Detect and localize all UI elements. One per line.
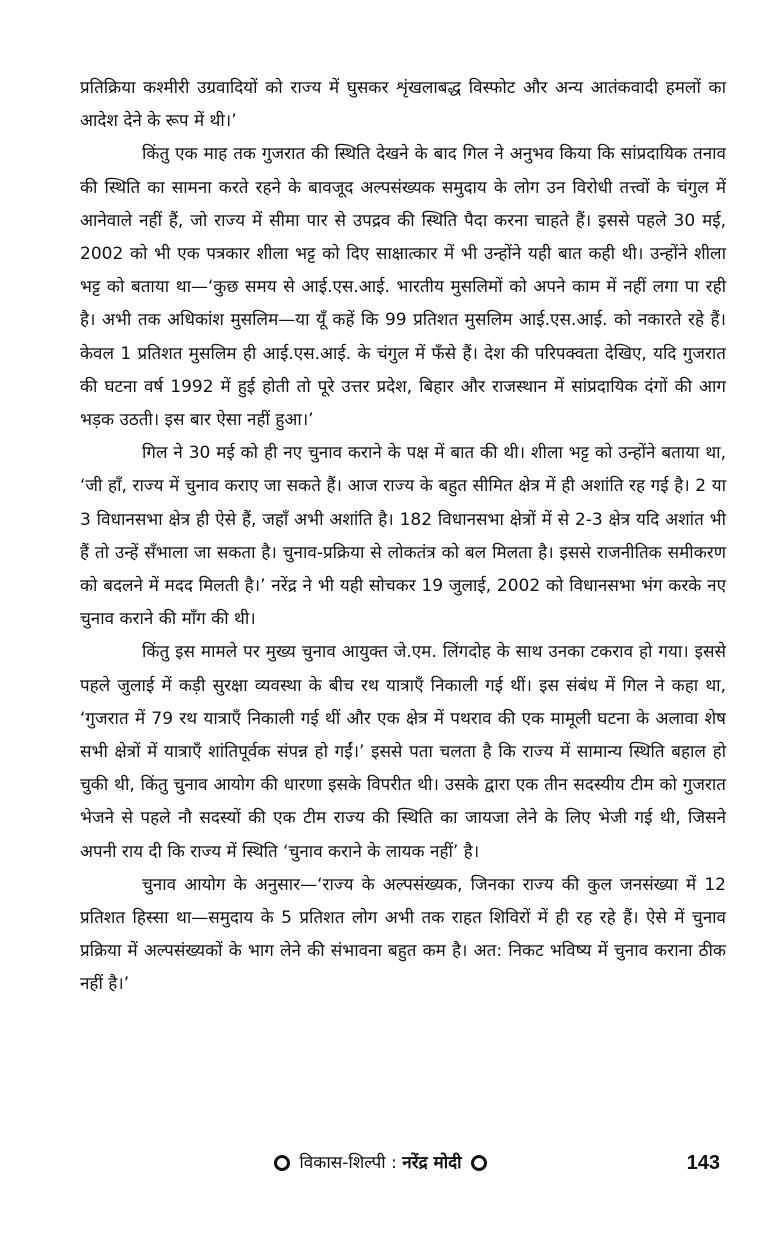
running-footer-title [270,1148,491,1178]
paragraph-gill-elections: गिल ने 30 मई को ही नए चुनाव कराने के पक्ष में बात की थी। शीला भट्ट को उन्होंने बताया था, ‘जी हाँ, राज्य में चुनाव कराए जा सकते हैं। आज राज्य के बहुत सीमित क्षेत्र में ही अशांति रह गई है। 2 या 3 विधानसभा क्षेत्र ही ऐसे हैं, जहाँ अभी अशांति है। 182 विधानसभा क्षेत्रों में से 2-3 क्षेत्र यदि अशांत भी हैं तो उन्हें सँभाला जा सकता है। चुनाव-प्रक्रिया से लोकतंत्र को बल मिलता है। इससे राजनीतिक समीकरण को बदलने में मदद मिलती है।’ नरेंद्र ने भी यही सोचकर 19 जुलाई, 2002 को विधानसभा भंग करके नए चुनाव कराने की माँग की थी। [80,443,726,630]
page-number: 143 [686,1152,720,1174]
paragraph-lyngdoh-conflict: किंतु इस मामले पर मुख्य चुनाव आयुक्त जे.एम. लिंगदोह के साथ उनका टकराव हो गया। इससे पहले जुलाई में कड़ी सुरक्षा व्यवस्था के बीच रथ यात्राएँ निकाली गई थीं। इस संबंध में गिल ने कहा था, ‘गुजरात में 79 रथ यात्राएँ निकाली गई थीं और एक क्षेत्र में पथराव की एक मामूली घटना के अलावा शेष सभी क्षेत्रों में यात्राएँ शांतिपूर्वक संपन्न हो गईं।’ इससे पता चलता है कि राज्य में सामान्य स्थिति बहाल हो चुकी थी, किंतु चुनाव आयोग की धारणा इसके विपरीत थी। उसके द्वारा एक तीन सदस्यीय टीम को गुजरात भेजने से पहले नौ सदस्यों की एक टीम राज्य की स्थिति का जायजा लेने के लिए भेजी गई थी, जिसने अपनी राय दी कि राज्य में स्थिति ‘चुनाव कराने के लायक नहीं’ है। [80,642,726,862]
paragraph-election-commission: चुनाव आयोग के अनुसार—‘राज्य के अल्पसंख्यक, जिनका राज्य की कुल जनसंख्या में 12 प्रतिशत हिस्सा था—समुदाय के 5 प्रतिशत लोग अभी तक राहत शिविरों में ही रह रहे हैं। ऐसे में चुनाव प्रक्रिया में अल्पसंख्यकों के भाग लेने की संभावना बहुत कम है। अत: निकट भविष्य में चुनाव कराना ठीक नहीं है।’ [80,874,726,995]
circle-ornament-icon [471,1155,487,1171]
footer-name: नरेंद्र मोदी [402,1153,462,1173]
page-footer [80,1148,726,1178]
page-body [80,72,726,1002]
footer-series: विकास-शिल्पी : [299,1153,397,1173]
paragraph-continuation: प्रतिक्रिया कश्मीरी उग्रवादियों को राज्य में घुसकर शृंखलाबद्ध विस्फोट और अन्य आतंकवादी हमलों का आदेश देने के रूप में थी।’ [80,78,726,132]
circle-ornament-icon [274,1155,290,1171]
paragraph-gill-assessment: किंतु एक माह तक गुजरात की स्थिति देखने के बाद गिल ने अनुभव किया कि सांप्रदायिक तनाव की स्थिति का सामना करते रहने के बावजूद अल्पसंख्यक समुदाय के लोग उन विरोधी तत्त्वों के चंगुल में आनेवाले नहीं हैं, जो राज्य में सीमा पार से उपद्रव की स्थिति पैदा करना चाहते हैं। इससे पहले 30 मई, 2002 को भी एक पत्रकार शीला भट्ट को दिए साक्षात्कार में भी उन्होंने यही बात कही थी। उन्होंने शीला भट्ट को बताया था—‘कुछ समय से आई.एस.आई. भारतीय मुसलिमों को अपने काम में नहीं लगा पा रही है। अभी तक अधिकांश मुसलिम—या यूँ कहें कि 99 प्रतिशत मुसलिम आई.एस.आई. को नकारते रहे हैं। केवल 1 प्रतिशत मुसलिम ही आई.एस.आई. के चंगुल में फँसे हैं। देश की परिपक्वता देखिए, यदि गुजरात की घटना वर्ष 1992 में हुई होती तो पूरे उत्तर प्रदेश, बिहार और राजस्थान में सांप्रदायिक दंगों की आग भड़क उठती। इस बार ऐसा नहीं हुआ।’ [80,144,726,431]
